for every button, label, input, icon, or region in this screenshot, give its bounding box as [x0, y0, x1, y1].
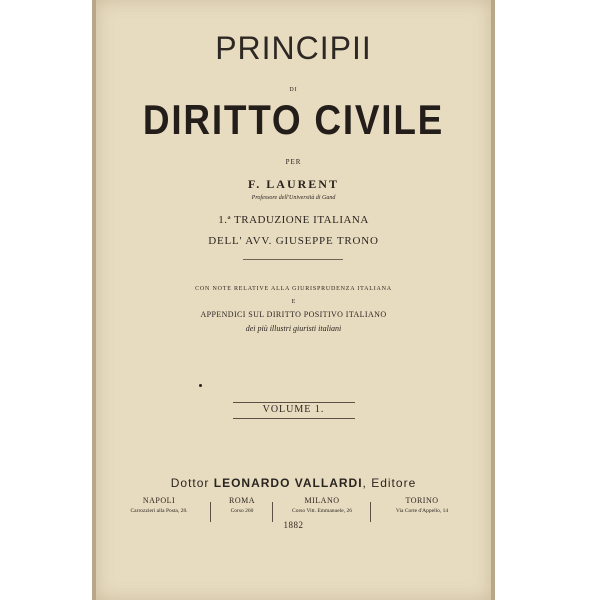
city-address: Carrozzieri alla Posta, 28. [130, 508, 188, 514]
city-napoli [114, 496, 204, 514]
city-name: ROMA [228, 496, 255, 505]
city-milano [274, 496, 370, 514]
publisher-line [96, 476, 491, 490]
translation-edition: 1.ª TRADUZIONE ITALIANA [218, 214, 369, 226]
city-roma [212, 496, 272, 514]
city-address: Corso Vitt. Emmanuele, 26 [292, 508, 352, 514]
page-right-edge [491, 0, 495, 600]
volume-label: VOLUME 1. [262, 404, 325, 415]
volume-rule-top [233, 402, 355, 403]
title-main: DIRITTO CIVILE [142, 96, 445, 143]
jurists-line: dei più illustri giuristi italiani [245, 324, 342, 333]
translator-name: DELL' AVV. GIUSEPPE TRONO [208, 235, 379, 247]
publication-year: 1882 [283, 520, 304, 530]
city-name: MILANO [304, 496, 340, 505]
divider-rule [243, 259, 343, 260]
publisher-prefix: Dottor [170, 476, 210, 490]
city-separator [210, 502, 211, 522]
city-address: Via Corte d'Appello, 14 [395, 508, 449, 514]
city-separator [272, 502, 273, 522]
city-name: TORINO [405, 496, 439, 505]
conjunction: E [291, 299, 296, 305]
city-separator [370, 502, 371, 522]
author-role: Professore dell'Università di Gand [251, 195, 336, 201]
by-label: PER [285, 158, 302, 166]
publisher-name: LEONARDO VALLARDI [213, 476, 363, 490]
city-address: Corso 260 [230, 508, 254, 514]
city-name: NAPOLI [142, 496, 176, 505]
author-name: F. LAURENT [248, 177, 339, 191]
title-connector: DI [289, 87, 298, 93]
appendix-line: APPENDICI SUL DIRITTO POSITIVO ITALIANO [200, 310, 387, 319]
title-page [96, 0, 491, 600]
notes-line: CON NOTE RELATIVE ALLA GIURISPRUDENZA ITALIANA [195, 286, 392, 292]
publisher-suffix: , Editore [362, 476, 417, 490]
city-torino [372, 496, 472, 514]
ink-dot [199, 384, 202, 387]
title-top: PRINCIPII [215, 30, 372, 66]
volume-rule-bottom [233, 418, 355, 419]
